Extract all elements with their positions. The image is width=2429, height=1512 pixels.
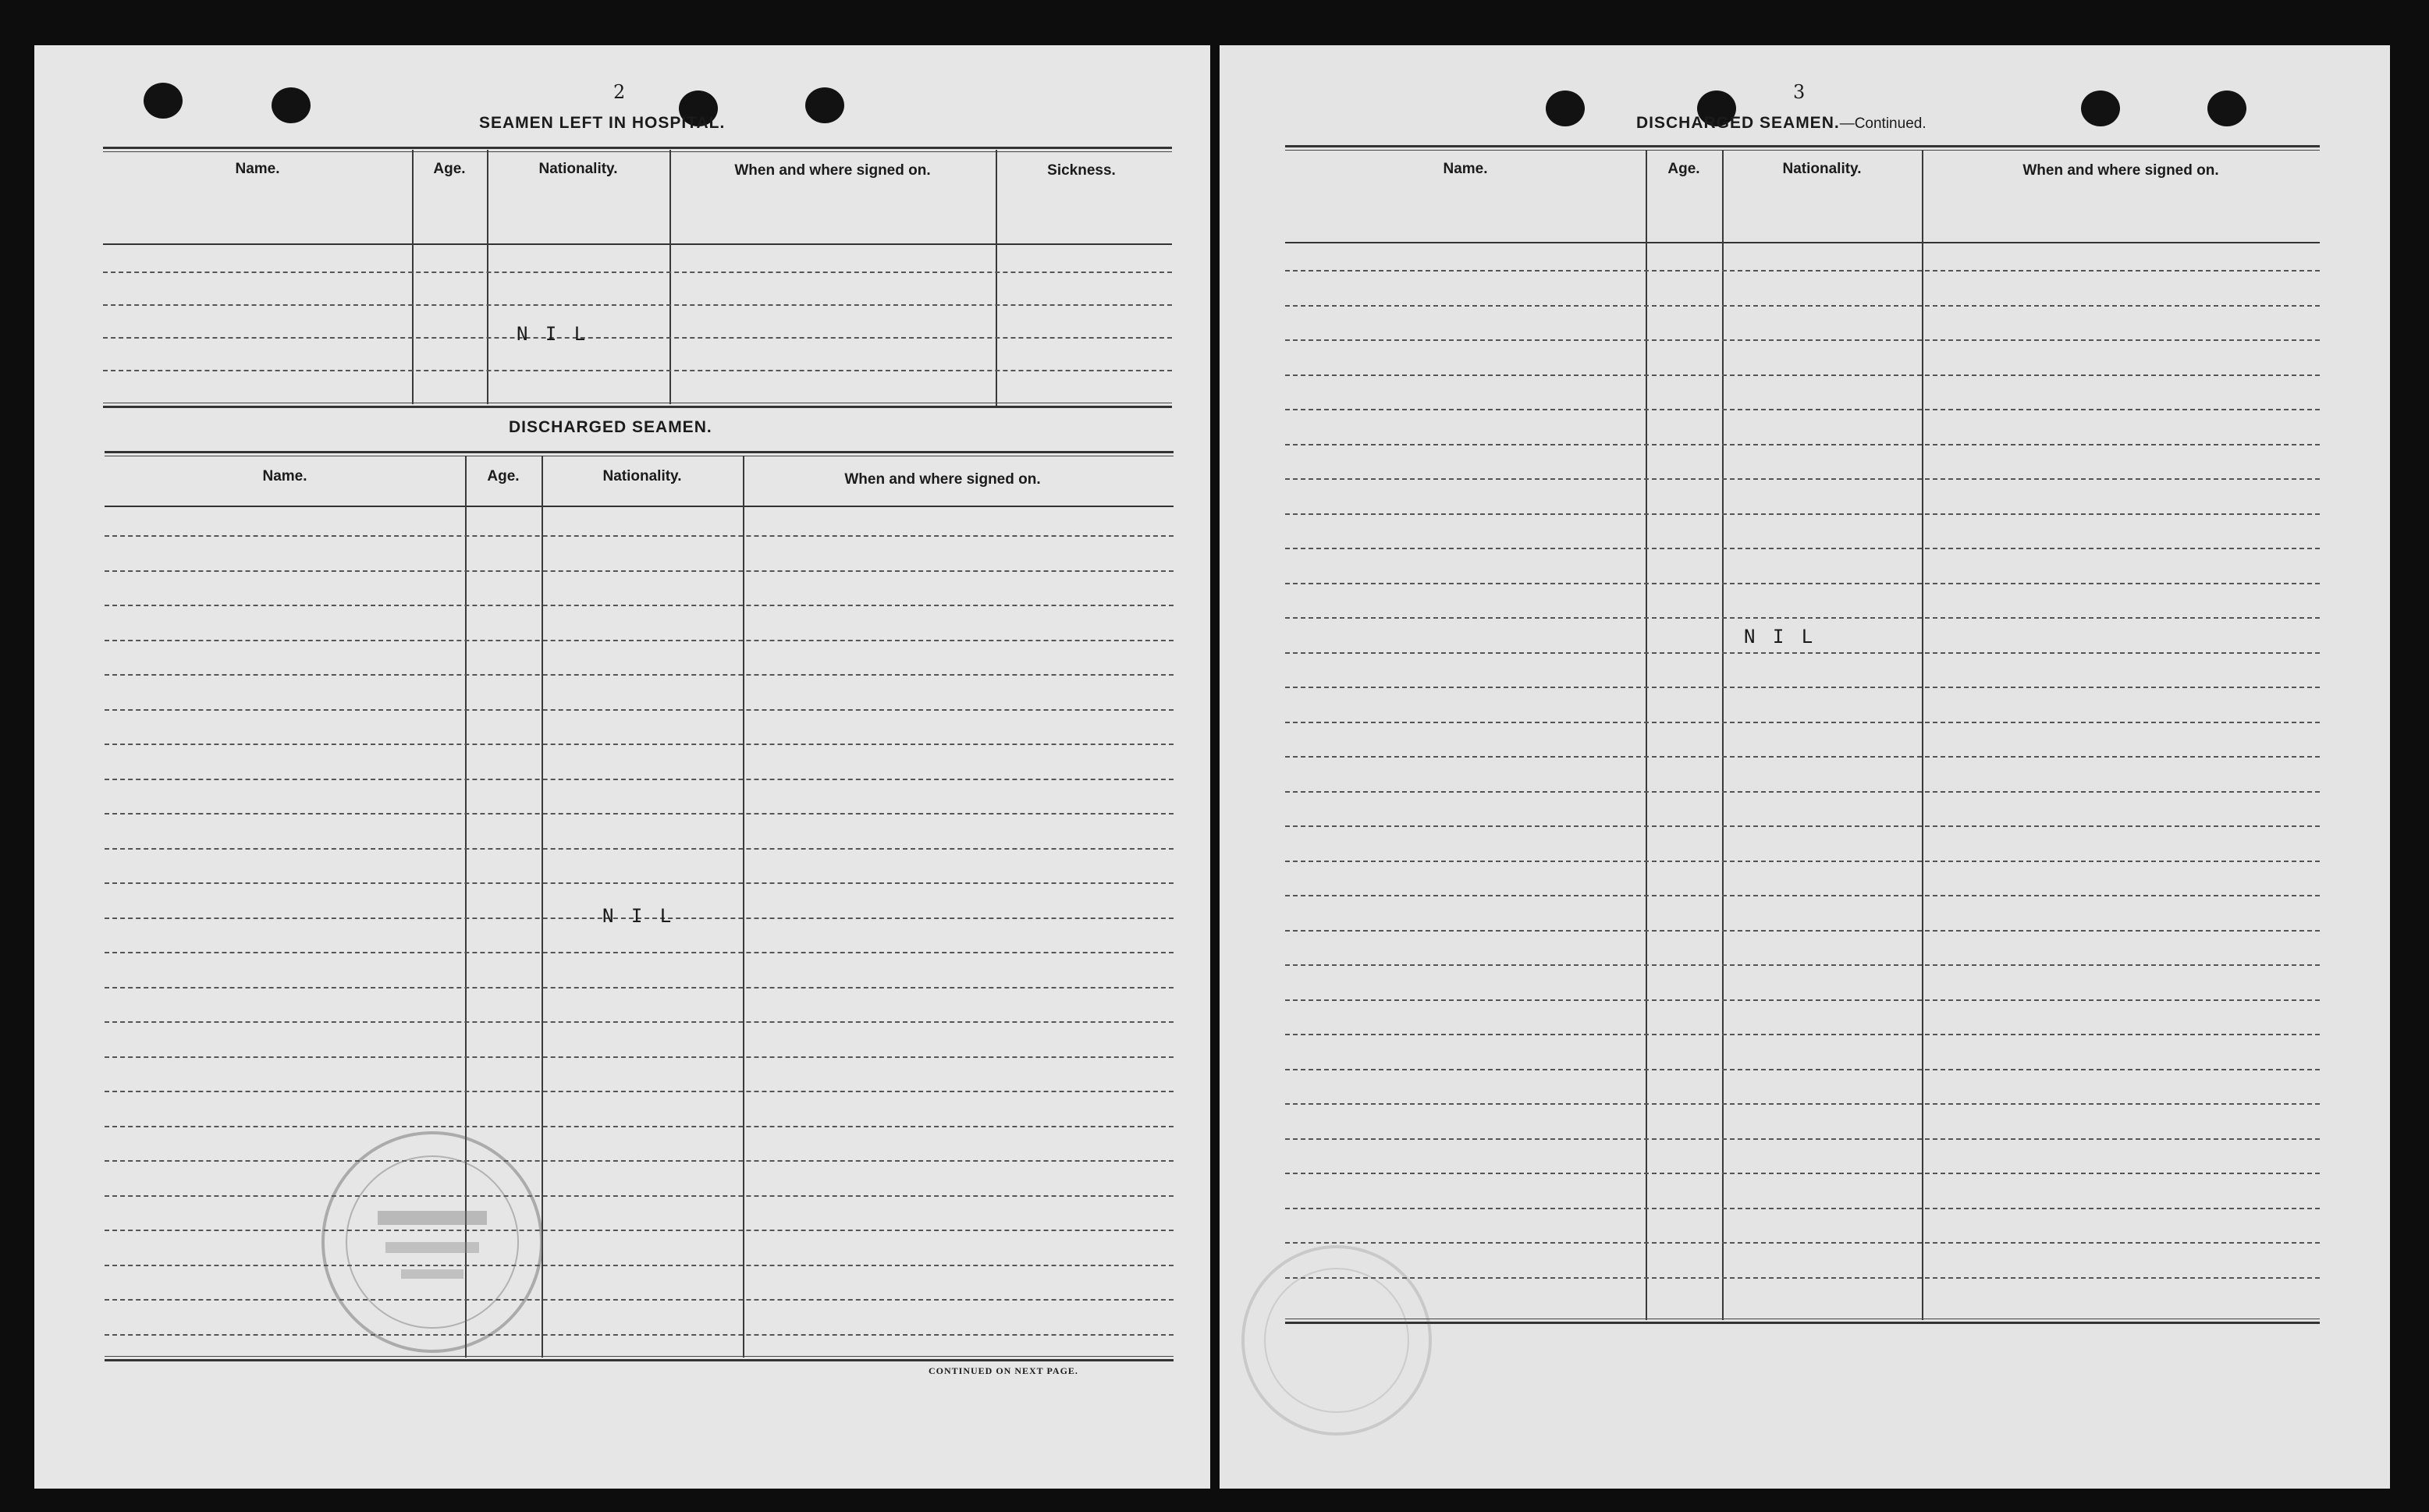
entry-line	[1285, 652, 2320, 654]
entry-line	[1285, 861, 2320, 862]
entry-line	[105, 1091, 1174, 1092]
entry-line	[105, 813, 1174, 815]
punch-hole	[2207, 91, 2246, 126]
nil-entry: N I L	[1744, 626, 1816, 648]
entry-line	[105, 570, 1174, 572]
entry-line	[105, 744, 1174, 745]
entry-line	[1285, 791, 2320, 793]
entry-line	[105, 1126, 1174, 1127]
entry-line	[103, 337, 1172, 339]
continued-footnote: CONTINUED ON NEXT PAGE.	[929, 1365, 1078, 1376]
page-number: 2	[613, 81, 626, 103]
entry-line	[1285, 1069, 2320, 1070]
entry-line	[1285, 617, 2320, 619]
entry-line	[105, 779, 1174, 780]
punch-hole	[805, 87, 844, 123]
entry-line	[1285, 444, 2320, 445]
header-rule	[103, 243, 1172, 245]
col-header-name: Name.	[235, 161, 280, 177]
punch-hole	[272, 87, 311, 123]
punch-hole	[144, 83, 183, 119]
entry-line	[1285, 270, 2320, 272]
entry-line	[1285, 305, 2320, 307]
entry-line	[105, 1056, 1174, 1058]
entry-line	[105, 535, 1174, 537]
punch-hole	[1546, 91, 1585, 126]
nil-entry: N I L	[517, 323, 589, 345]
entry-line	[105, 1265, 1174, 1266]
faded-stamp	[1235, 1239, 1438, 1442]
column-divider	[743, 456, 744, 1358]
discharged-continued-table	[1285, 145, 2320, 1425]
page-number: 3	[1793, 81, 1806, 103]
header-rule	[1285, 242, 2320, 243]
entry-line	[105, 848, 1174, 850]
entry-line	[105, 1299, 1174, 1301]
col-header-nationality: Nationality.	[538, 161, 618, 177]
col-header-signed-on: When and where signed on.	[2022, 162, 2219, 179]
entry-line	[103, 304, 1172, 306]
entry-line	[1285, 1242, 2320, 1244]
entry-line	[1285, 722, 2320, 723]
table-top-rule	[1285, 145, 2320, 151]
hospital-section-title: SEAMEN LEFT IN HOSPITAL.	[479, 114, 726, 132]
col-header-age: Age.	[433, 161, 466, 177]
entry-line	[1285, 756, 2320, 758]
entry-line	[1285, 964, 2320, 966]
entry-line	[105, 1334, 1174, 1336]
column-divider	[1922, 150, 1923, 1320]
column-divider	[1722, 150, 1724, 1320]
entry-line	[1285, 895, 2320, 896]
table-bottom-rule	[1285, 1319, 2320, 1324]
entry-line	[1285, 339, 2320, 341]
entry-line	[1285, 374, 2320, 376]
entry-line	[105, 1160, 1174, 1162]
entry-line	[105, 1195, 1174, 1197]
entry-line	[1285, 409, 2320, 410]
header-rule	[105, 506, 1174, 507]
left-page	[34, 45, 1210, 1489]
entry-line	[1285, 930, 2320, 932]
discharged-table	[105, 451, 1174, 1418]
entry-line	[105, 1230, 1174, 1231]
table-top-rule	[105, 451, 1174, 456]
col-header-signed-on: When and where signed on.	[844, 471, 1041, 488]
entry-line	[1285, 825, 2320, 827]
punch-hole	[2081, 91, 2120, 126]
entry-line	[1285, 1138, 2320, 1140]
table-bottom-rule	[103, 403, 1172, 408]
col-header-sickness: Sickness.	[1047, 162, 1116, 179]
entry-line	[1285, 513, 2320, 515]
faded-stamp	[315, 1125, 549, 1359]
entry-line	[105, 640, 1174, 641]
table-bottom-rule	[105, 1356, 1174, 1361]
entry-line	[105, 605, 1174, 606]
col-header-name: Name.	[1443, 161, 1488, 177]
entry-line	[105, 709, 1174, 711]
entry-line	[103, 272, 1172, 273]
entry-line	[1285, 1208, 2320, 1209]
discharged-continued-title	[1636, 114, 1927, 133]
title-continued: —Continued.	[1839, 115, 1927, 132]
entry-line	[105, 987, 1174, 988]
entry-line	[1285, 478, 2320, 480]
title-main: DISCHARGED SEAMEN.	[1636, 114, 1840, 132]
right-page	[1220, 45, 2390, 1489]
column-divider	[487, 150, 488, 404]
col-header-age: Age.	[1667, 161, 1700, 177]
entry-line	[1285, 1277, 2320, 1279]
entry-line	[1285, 999, 2320, 1001]
entry-line	[105, 882, 1174, 884]
entry-line	[1285, 1103, 2320, 1105]
column-divider	[996, 150, 997, 407]
entry-line	[1285, 1034, 2320, 1035]
entry-line	[1285, 1173, 2320, 1174]
entry-line	[1285, 548, 2320, 549]
entry-line	[1285, 687, 2320, 688]
column-divider	[412, 150, 414, 404]
col-header-nationality: Nationality.	[1782, 161, 1862, 177]
entry-line	[1285, 583, 2320, 584]
entry-line	[105, 674, 1174, 676]
discharged-section-title: DISCHARGED SEAMEN.	[509, 418, 712, 436]
col-header-name: Name.	[262, 468, 307, 484]
entry-line	[105, 1021, 1174, 1023]
entry-line	[103, 370, 1172, 371]
col-header-signed-on: When and where signed on.	[734, 162, 931, 179]
column-divider	[669, 150, 671, 404]
col-header-age: Age.	[487, 468, 520, 484]
nil-entry: N I L	[602, 905, 675, 927]
col-header-nationality: Nationality.	[602, 468, 682, 484]
entry-line	[105, 952, 1174, 953]
column-divider	[1646, 150, 1647, 1320]
table-top-rule	[103, 147, 1172, 152]
hospital-table	[103, 147, 1172, 459]
